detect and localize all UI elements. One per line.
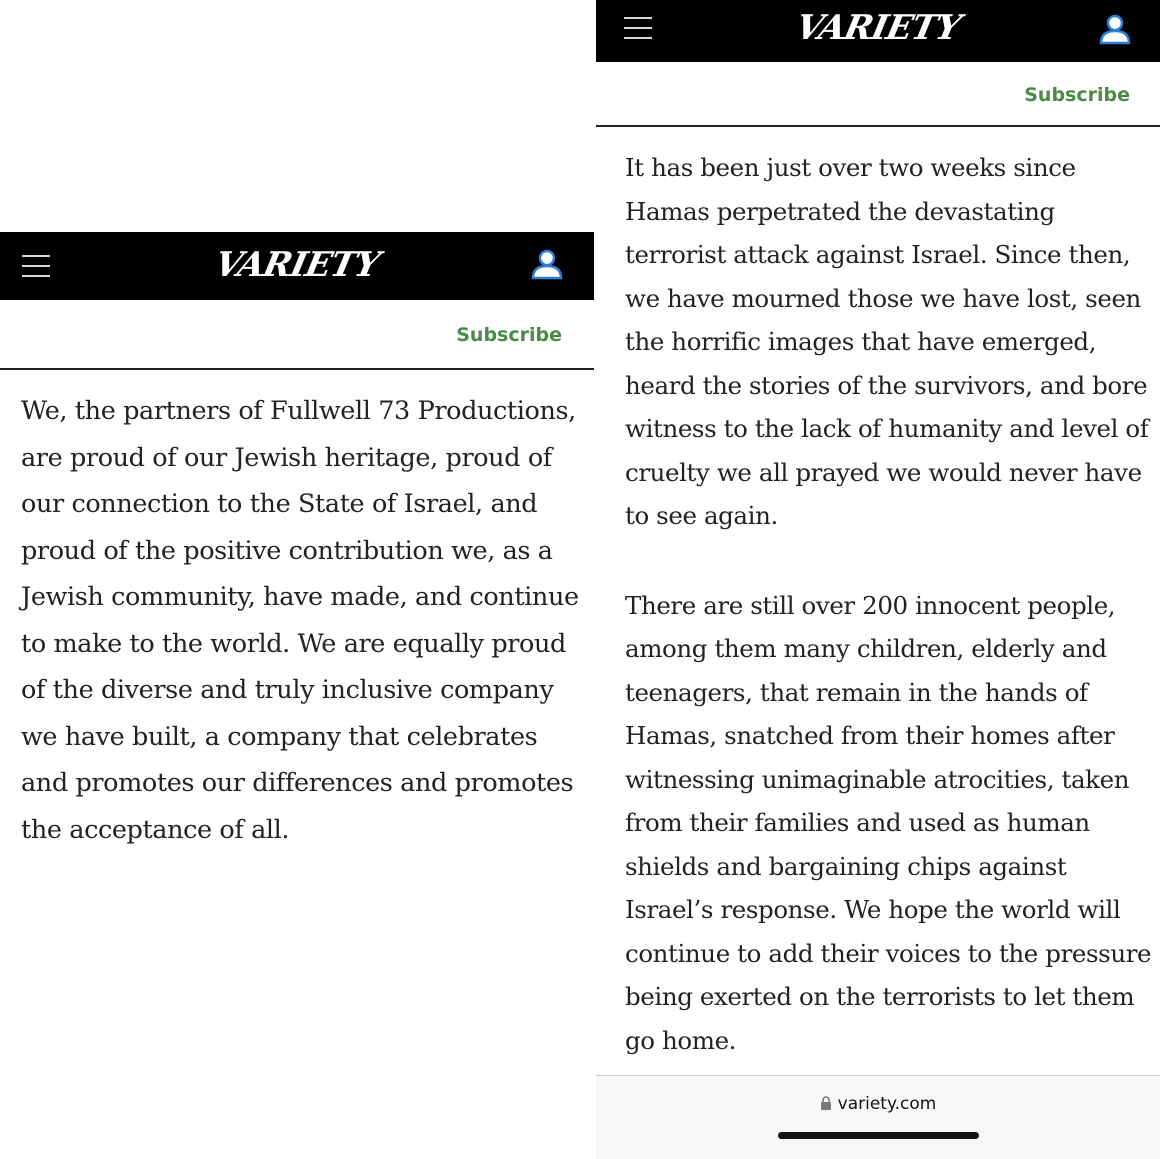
site-header <box>596 0 1160 62</box>
subscribe-link[interactable]: Subscribe <box>456 324 562 346</box>
lock-icon <box>820 1096 832 1111</box>
url-display[interactable] <box>596 1094 1160 1114</box>
article-body <box>625 146 1160 1062</box>
browser-address-bar[interactable] <box>596 1076 1160 1159</box>
hamburger-menu-icon[interactable] <box>624 17 652 39</box>
site-header <box>0 232 594 300</box>
article-paragraph: There are still over 200 innocent people, among them many children, elderly and teenagers, that remain in the hands of Hamas, snatched from their homes after witnessing unimaginable atrocities, taken from their families and used as human shields and bargaining chips against Israel’s response. We hope the world will continue to add their voices to the pressure being exerted on the terrorists to let them go home. <box>625 590 1152 1055</box>
header-divider <box>0 368 594 370</box>
home-indicator <box>778 1132 979 1139</box>
variety-logo[interactable]: VARIETY <box>211 245 383 285</box>
article-body <box>21 388 581 853</box>
variety-logo[interactable]: VARIETY <box>792 8 964 48</box>
subscribe-link[interactable]: Subscribe <box>1024 84 1130 106</box>
hamburger-menu-icon[interactable] <box>22 255 50 277</box>
article-paragraph: It has been just over two weeks since Hamas perpetrated the devastating terrorist attack against Israel. Since then, we have mourned those we have lost, seen the horrific images that have emerged, heard the stories of the survivors, and bore witness to the lack of humanity and level of cruelty we all prayed we would never have to see again. <box>625 153 1149 530</box>
url-text: variety.com <box>837 1094 937 1114</box>
article-paragraph: We, the partners of Fullwell 73 Productions, are proud of our Jewish heritage, proud of our connection to the State of Israel, and proud of the positive contribution we, as a Jewish community, have made, and continue to make to the world. We are equally proud of the diverse and truly inclusive company we have built, a company that celebrates and promotes our differences and promotes the acceptance of all. <box>21 396 579 845</box>
user-icon[interactable] <box>530 247 564 281</box>
header-divider <box>596 125 1160 127</box>
user-icon[interactable] <box>1098 12 1132 46</box>
right-screenshot <box>596 0 1160 1159</box>
